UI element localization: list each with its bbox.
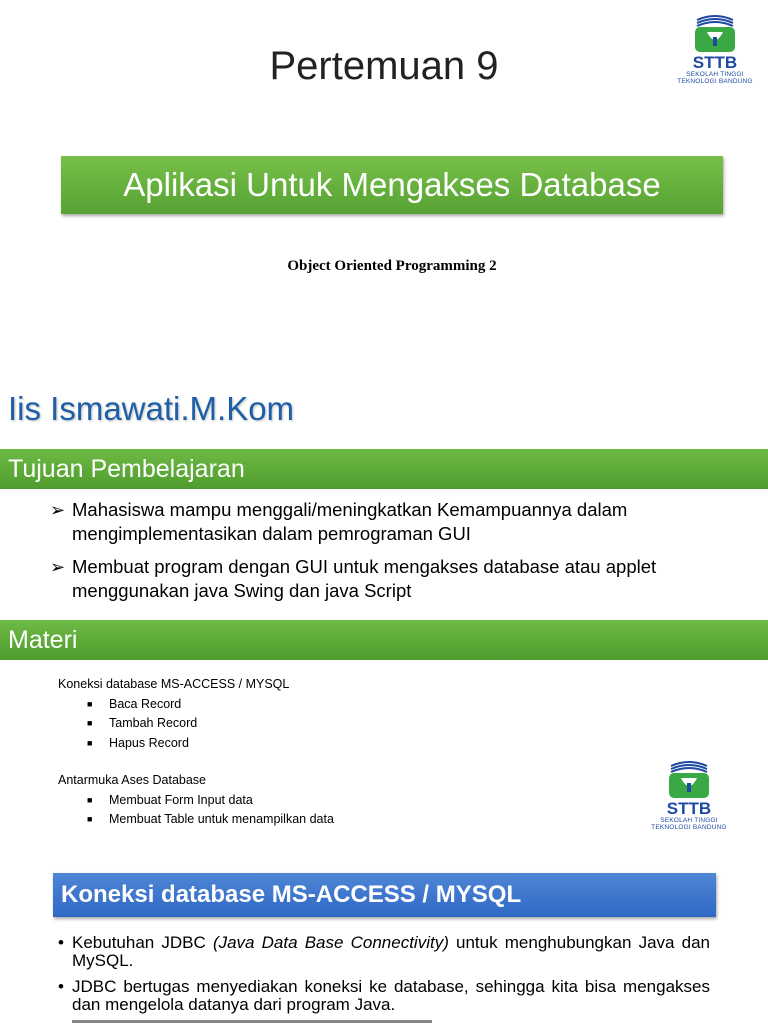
title-banner: Aplikasi Untuk Mengakses Database	[61, 156, 723, 214]
section-heading-tujuan: Tujuan Pembelajaran	[0, 449, 768, 489]
materi-item-text: Membuat Table untuk menampilkan data	[109, 812, 334, 826]
koneksi-bullet-list	[58, 934, 710, 1022]
book-emblem-icon	[665, 756, 713, 800]
cropped-text-line	[72, 1018, 432, 1024]
list-item	[87, 810, 334, 830]
logo-line-1: SEKOLAH TINGGI	[660, 817, 718, 824]
bullet-text: JDBC bertugas menyediakan koneksi ke database, sehingga kita bisa mengakses dan mengelola datanya dari program Java.	[72, 977, 710, 1014]
tujuan-item-text: Mahasiswa mampu menggali/meningkatkan Kemampuannya dalam mengimplementasikan dalam pemrograman GUI	[72, 499, 628, 544]
square-bullet-icon: ■	[87, 814, 93, 824]
section-heading-koneksi: Koneksi database MS-ACCESS / MYSQL	[53, 873, 716, 917]
bullet-dot-icon: •	[58, 977, 64, 996]
bullet-text-part: Kebutuhan JDBC	[72, 933, 213, 952]
materi-item-text: Baca Record	[109, 696, 182, 711]
square-bullet-icon: ■	[87, 794, 93, 805]
logo-line-2: TEKNOLOGI BANDUNG	[677, 78, 753, 85]
square-bullet-icon: ■	[87, 698, 93, 709]
sttb-logo	[648, 756, 730, 831]
list-item	[58, 978, 710, 1014]
sttb-logo	[674, 10, 756, 85]
tujuan-item-text: Membuat program dengan GUI untuk mengakses database atau applet menggunakan java Swing dan java Script	[72, 556, 657, 601]
list-item	[87, 734, 289, 754]
arrow-bullet-icon: ➢	[50, 500, 66, 520]
list-item	[58, 934, 710, 970]
list-item	[87, 714, 289, 734]
author-name: Iis Ismawati.M.Kom	[8, 390, 295, 427]
course-subtitle: Object Oriented Programming 2	[287, 258, 497, 274]
section-heading-materi: Materi	[0, 620, 768, 660]
materi-item-text: Tambah Record	[109, 716, 198, 730]
square-bullet-icon: ■	[87, 737, 93, 748]
materi-group-title: Antarmuka Ases Database	[58, 773, 206, 787]
materi-item-text: Membuat Form Input data	[109, 792, 253, 807]
logo-name: STTB	[692, 53, 738, 72]
list-item	[50, 498, 750, 546]
tujuan-list	[50, 498, 750, 612]
bullet-text-italic: (Java Data Base Connectivity)	[212, 933, 449, 952]
logo-name: STTB	[666, 799, 712, 818]
bullet-text	[72, 934, 710, 970]
bullet-text-part: untuk menghubungkan Java dan MySQL.	[72, 933, 710, 970]
list-item	[50, 555, 750, 603]
logo-line-2: TEKNOLOGI BANDUNG	[651, 824, 727, 831]
book-emblem-icon	[691, 10, 739, 54]
square-bullet-icon: ■	[87, 718, 93, 728]
materi-group-antarmuka	[58, 771, 334, 830]
arrow-bullet-icon: ➢	[50, 557, 66, 577]
list-item	[87, 695, 289, 715]
list-item	[87, 791, 334, 811]
bullet-dot-icon: •	[58, 933, 64, 952]
materi-item-text: Hapus Record	[109, 735, 189, 750]
materi-group-koneksi	[58, 675, 289, 753]
slide-title: Pertemuan 9	[269, 44, 499, 88]
materi-group-title: Koneksi database MS-ACCESS / MYSQL	[58, 677, 290, 691]
logo-line-1: SEKOLAH TINGGI	[686, 71, 744, 78]
